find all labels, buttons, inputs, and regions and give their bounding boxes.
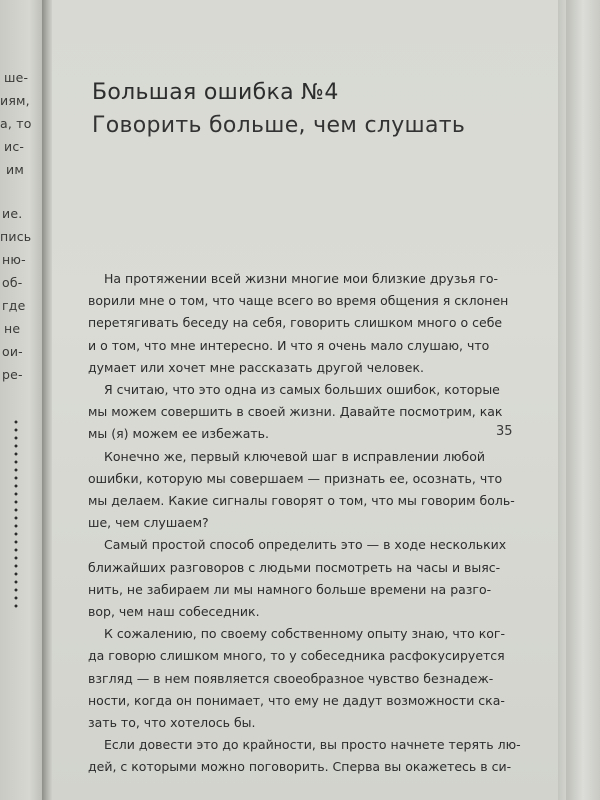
text-line: зать то, что хотелось бы.: [88, 715, 256, 731]
text-line: да говорю слишком много, то у собеседника расфокусируется: [88, 648, 505, 664]
left-page-fragment: ои-: [2, 344, 23, 359]
paragraph: [88, 734, 521, 778]
left-page-fragment: ре-: [2, 367, 23, 382]
text-line: ворили мне о том, что чаще всего во время общения я склонен: [88, 293, 509, 309]
text-line: Самый простой способ определить это — в ходе нескольких: [104, 537, 507, 553]
text-line: мы (я) можем ее избежать.: [88, 426, 270, 442]
chapter-title: Большая ошибка №4: [92, 80, 339, 105]
left-page-fragment: где: [2, 298, 26, 313]
text-line: мы можем совершить в своей жизни. Давайте посмотрим, как: [88, 404, 503, 420]
text-line: Если довести это до крайности, вы просто начнете терять лю-: [104, 737, 521, 753]
left-page-fragment: им: [6, 162, 24, 177]
paragraph: [88, 268, 509, 379]
paragraph: [88, 446, 515, 535]
text-line: ше, чем слушаем?: [88, 515, 209, 531]
text-line: К сожалению, по своему собственному опыту знаю, что ког-: [104, 626, 505, 642]
text-line: ности, когда он понимает, что ему не дадут возможности ска-: [88, 692, 505, 708]
text-line: перетягивать беседу на себя, говорить слишком много о себе: [88, 315, 503, 331]
text-line: вор, чем наш собеседник.: [88, 604, 260, 620]
text-line: ошибки, которую мы совершаем — признать ее, осознать, что: [88, 470, 503, 486]
left-page-sliver: [0, 0, 42, 800]
left-page-fragment: ню-: [2, 252, 26, 267]
paragraph: [88, 379, 503, 446]
text-line: и о том, что мне интересно. И что я очень мало слушаю, что: [88, 337, 490, 353]
text-line: мы делаем. Какие сигналы говорят о том, что мы говорим боль-: [88, 493, 515, 509]
page-number: 35: [496, 424, 513, 439]
dotted-border-decoration: [12, 418, 20, 608]
chapter-subtitle: Говорить больше, чем слушать: [92, 113, 466, 138]
book-gutter: [42, 0, 52, 800]
text-line: Конечно же, первый ключевой шаг в исправлении любой: [104, 448, 486, 464]
text-line: думает или хочет мне рассказать другой человек.: [88, 359, 424, 375]
text-line: Я считаю, что это одна из самых больших ошибок, которые: [104, 382, 500, 398]
paragraph: [88, 623, 505, 734]
text-line: нить, не забираем ли мы намного больше времени на разго-: [88, 581, 492, 597]
left-page-fragment: ше-: [4, 70, 29, 85]
page-edge-outer: [566, 0, 600, 800]
left-page-fragment: пись: [0, 229, 32, 244]
left-page-fragment: не: [4, 321, 21, 336]
left-page-fragment: ис-: [4, 139, 25, 154]
left-page-fragment: а, то: [0, 116, 32, 131]
text-line: ближайших разговоров с людьми посмотреть на часы и выяс-: [88, 559, 501, 575]
paragraph: [88, 534, 507, 623]
text-line: На протяжении всей жизни многие мои близкие друзья го-: [104, 271, 499, 286]
left-page-fragment: иям,: [0, 93, 30, 108]
text-line: взгляд — в нем появляется своеобразное чувство безнадеж-: [88, 670, 494, 686]
left-page-fragment: ие.: [2, 206, 23, 221]
left-page-fragment: об-: [2, 275, 23, 290]
text-line: дей, с которыми можно поговорить. Сперва вы окажетесь в си-: [88, 759, 512, 775]
